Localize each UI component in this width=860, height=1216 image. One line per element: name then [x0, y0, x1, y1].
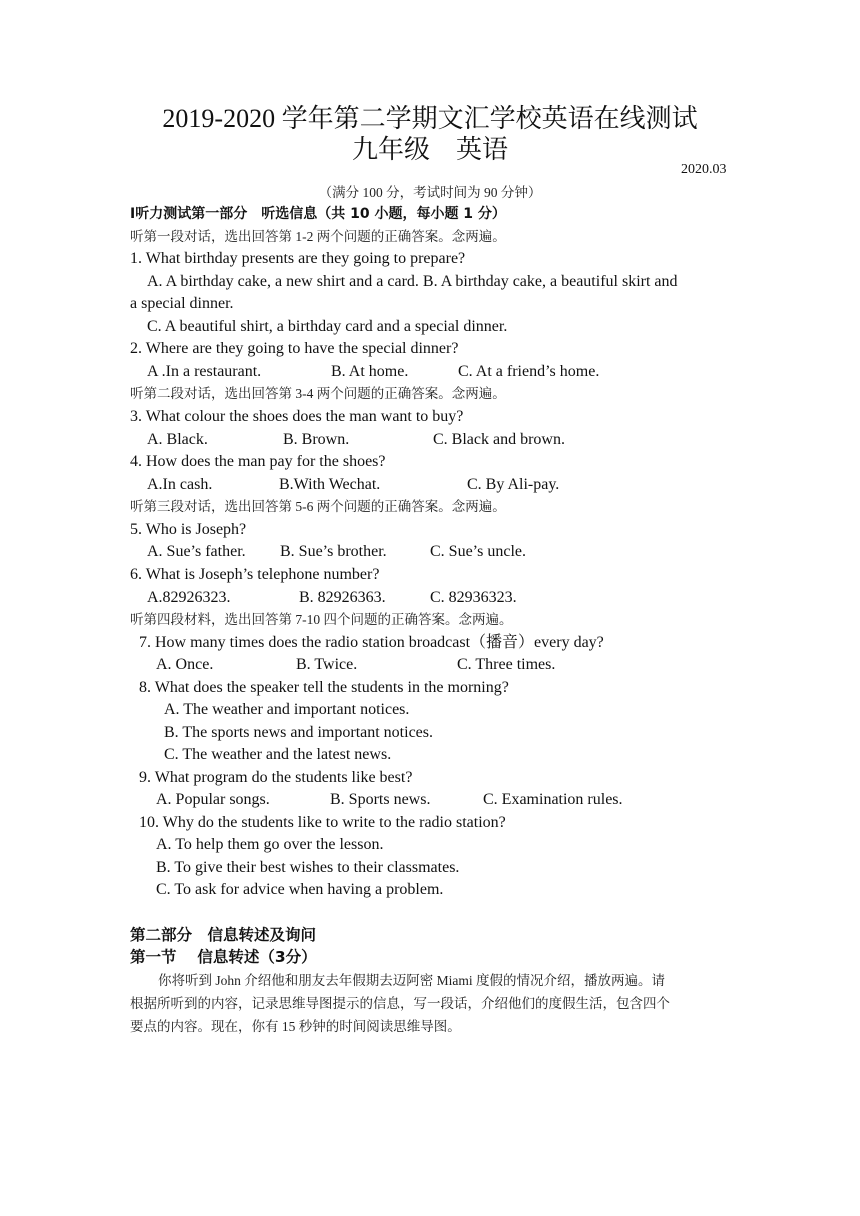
question-9-option-b: B. Sports news. — [330, 791, 431, 808]
question-1-option-c: C. A beautiful shirt, a birthday card and a special dinner. — [147, 318, 508, 335]
question-10: 10. Why do the students like to write to the radio station? — [139, 814, 506, 831]
part2-heading: 第二部分 信息转述及询问 — [130, 926, 317, 944]
question-4-option-a: A.In cash. — [147, 476, 213, 493]
question-2-option-c: C. At a friend’s home. — [458, 363, 600, 380]
question-6-option-c: C. 82936323. — [430, 589, 517, 606]
part2-paragraph-line-3: 要点的内容。现在，你有 15 秒钟的时间阅读思维导图。 — [130, 1019, 461, 1034]
question-3-option-a: A. Black. — [147, 431, 208, 448]
instruction-3: 听第三段对话，选出回答第 5-6 两个问题的正确答案。念两遍。 — [130, 499, 506, 514]
question-9: 9. What program do the students like best? — [139, 769, 413, 786]
question-1: 1. What birthday presents are they going to prepare? — [130, 250, 466, 267]
part2-paragraph-line-2: 根据所听到的内容，记录思维导图提示的信息，写一段话，介绍他们的度假生活，包含四个 — [130, 996, 670, 1011]
question-2-option-a: A .In a restaurant. — [147, 363, 262, 380]
question-10-option-a: A. To help them go over the lesson. — [156, 836, 384, 853]
question-8-option-c: C. The weather and the latest news. — [164, 746, 392, 763]
question-7-option-c: C. Three times. — [457, 656, 556, 673]
exam-title: 2019-2020 学年第二学期文汇学校英语在线测试 — [162, 104, 698, 133]
question-5-option-a: A. Sue’s father. — [147, 543, 246, 560]
question-7-option-b: B. Twice. — [296, 656, 358, 673]
question-1-options-ab-cont: a special dinner. — [130, 295, 234, 312]
question-9-option-a: A. Popular songs. — [156, 791, 270, 808]
question-10-option-c: C. To ask for advice when having a problem. — [156, 881, 444, 898]
exam-subtitle: 九年级 英语 — [351, 135, 508, 164]
question-5-option-c: C. Sue’s uncle. — [430, 543, 526, 560]
question-2-option-b: B. At home. — [331, 363, 409, 380]
question-2: 2. Where are they going to have the special dinner? — [130, 340, 459, 357]
question-4-option-c: C. By Ali-pay. — [467, 476, 560, 493]
question-6: 6. What is Joseph’s telephone number? — [130, 566, 380, 583]
instruction-2: 听第二段对话，选出回答第 3-4 两个问题的正确答案。念两遍。 — [130, 386, 506, 401]
question-3-option-c: C. Black and brown. — [433, 431, 565, 448]
question-8-option-b: B. The sports news and important notices. — [164, 724, 433, 741]
question-8-option-a: A. The weather and important notices. — [164, 701, 410, 718]
question-5-option-b: B. Sue’s brother. — [280, 543, 387, 560]
question-3-option-b: B. Brown. — [283, 431, 350, 448]
instruction-4: 听第四段材料，选出回答第 7-10 四个问题的正确答案。念两遍。 — [130, 612, 513, 627]
question-7-option-a: A. Once. — [156, 656, 214, 673]
question-9-option-c: C. Examination rules. — [483, 791, 623, 808]
question-3: 3. What colour the shoes does the man want to buy? — [130, 408, 464, 425]
question-6-option-a: A.82926323. — [147, 589, 231, 606]
question-8: 8. What does the speaker tell the students in the morning? — [139, 679, 509, 696]
instruction-1: 听第一段对话，选出回答第 1-2 两个问题的正确答案。念两遍。 — [130, 229, 506, 244]
exam-date: 2020.03 — [681, 162, 727, 177]
question-4-option-b: B.With Wechat. — [279, 476, 381, 493]
question-6-option-b: B. 82926363. — [299, 589, 386, 606]
question-1-options-ab: A. A birthday cake, a new shirt and a card. B. A birthday cake, a beautiful skirt and — [147, 273, 678, 290]
part2-section-heading: 第一节 信息转述（3分） — [130, 948, 317, 966]
question-10-option-b: B. To give their best wishes to their classmates. — [156, 859, 460, 876]
question-7: 7. How many times does the radio station broadcast（播音）every day? — [139, 634, 604, 651]
question-4: 4. How does the man pay for the shoes? — [130, 453, 386, 470]
exam-note: （满分 100 分，考试时间为 90 分钟） — [318, 185, 542, 200]
part2-paragraph-line-1: 你将听到 John 介绍他和朋友去年假期去迈阿密 Miami 度假的情况介绍，播放两遍。请 — [158, 973, 666, 988]
part1-heading: Ⅰ听力测试第一部分 听选信息（共 10 小题，每小题 1 分） — [130, 206, 506, 222]
question-5: 5. Who is Joseph? — [130, 521, 247, 538]
